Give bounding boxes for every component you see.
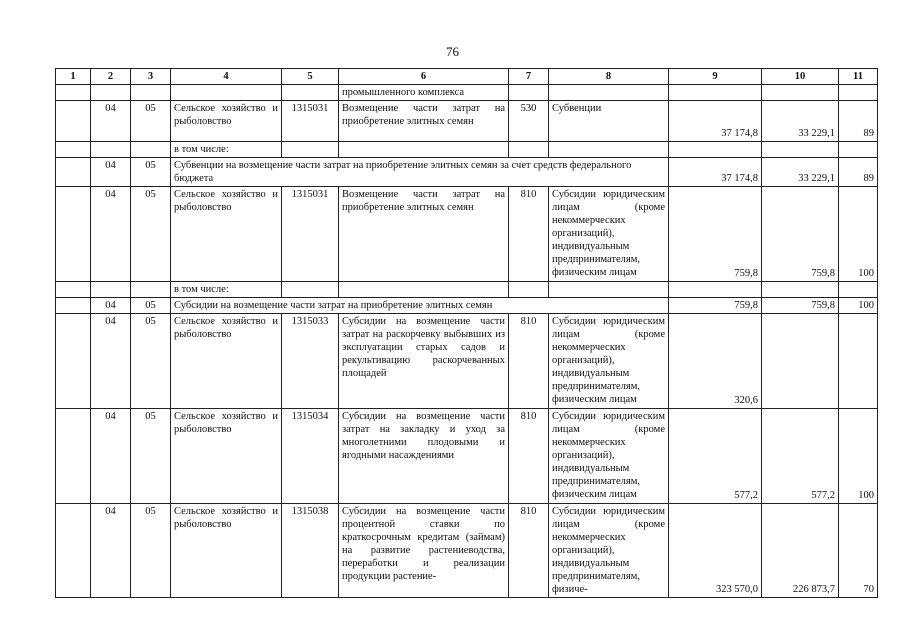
expense-name-cell: Субсидии юридическим лицам (кроме некоммерческих организаций), индивидуальным предпринимателям, физическим лицам	[549, 314, 669, 409]
percent-cell: 70	[839, 504, 878, 598]
purpose-cell: Возмещение части затрат на приобретение элитных семян	[339, 101, 509, 142]
expense-name-cell: Субсидии юридическим лицам (кроме некоммерческих организаций), индивидуальным предпринимателям, физическим лицам	[549, 409, 669, 504]
column-header: 4	[171, 69, 282, 85]
column-header: 10	[762, 69, 839, 85]
actual-cell: 33 229,1	[762, 158, 839, 187]
name-cell: Сельское хозяйство и рыболовство	[171, 409, 282, 504]
expense-type-cell: 810	[509, 504, 549, 598]
budget-table	[55, 68, 878, 598]
actual-cell: 226 873,7	[762, 504, 839, 598]
purpose-cell: Субсидии на возмещение части процентной ставки по краткосрочным кредитам (займам) на развитие растениеводства, переработки и реализации продукции растение-	[339, 504, 509, 598]
planned-cell: 323 570,0	[669, 504, 762, 598]
page-number: 76	[446, 44, 459, 59]
section-cell: 04	[91, 158, 131, 187]
section-cell: 04	[91, 409, 131, 504]
target-code-cell: 1315034	[282, 409, 339, 504]
target-code-cell: 1315038	[282, 504, 339, 598]
table-row	[56, 314, 878, 409]
actual-cell: 759,8	[762, 187, 839, 282]
actual-cell: 33 229,1	[762, 101, 839, 142]
section-cell: 04	[91, 101, 131, 142]
table-row	[56, 142, 878, 158]
expense-type-cell: 530	[509, 101, 549, 142]
target-code-cell: 1315031	[282, 101, 339, 142]
column-header: 7	[509, 69, 549, 85]
table-row	[56, 158, 878, 187]
table-row	[56, 187, 878, 282]
subsection-cell: 05	[131, 504, 171, 598]
subsection-cell: 05	[131, 409, 171, 504]
expense-name-cell: Субсидии юридическим лицам (кроме некоммерческих организаций), индивидуальным предпринимателям, физическим лицам	[549, 187, 669, 282]
percent-cell	[839, 314, 878, 409]
percent-cell: 89	[839, 158, 878, 187]
actual-cell: 577,2	[762, 409, 839, 504]
column-header: 2	[91, 69, 131, 85]
label-cell: в том числе:	[171, 142, 282, 158]
column-header: 8	[549, 69, 669, 85]
planned-cell: 37 174,8	[669, 101, 762, 142]
purpose-cell: Субсидии на возмещение части затрат на раскорчевку выбывших из эксплуатации старых садов и рекультивацию раскорчеванных площадей	[339, 314, 509, 409]
expense-type-cell: 810	[509, 409, 549, 504]
section-cell: 04	[91, 187, 131, 282]
actual-cell: 759,8	[762, 298, 839, 314]
planned-cell: 759,8	[669, 298, 762, 314]
planned-cell: 577,2	[669, 409, 762, 504]
column-header: 6	[339, 69, 509, 85]
table-row	[56, 101, 878, 142]
table-row	[56, 504, 878, 598]
name-cell: Сельское хозяйство и рыболовство	[171, 504, 282, 598]
section-cell: 04	[91, 298, 131, 314]
target-code-cell: 1315033	[282, 314, 339, 409]
percent-cell: 89	[839, 101, 878, 142]
column-header: 1	[56, 69, 91, 85]
name-cell: Сельское хозяйство и рыболовство	[171, 101, 282, 142]
expense-type-cell: 810	[509, 187, 549, 282]
purpose-cell: Субсидии на возмещение части затрат на закладку и уход за многолетними плодовыми и ягодными насаждениями	[339, 409, 509, 504]
name-cell: Сельское хозяйство и рыболовство	[171, 187, 282, 282]
expense-name-cell: Субсидии юридическим лицам (кроме некоммерческих организаций), индивидуальным предпринимателям, физиче-	[549, 504, 669, 598]
expense-name-cell: Субвенции	[549, 101, 669, 142]
table-row	[56, 298, 878, 314]
actual-cell	[762, 314, 839, 409]
label-cell: в том числе:	[171, 282, 282, 298]
table-row	[56, 409, 878, 504]
name-cell: Сельское хозяйство и рыболовство	[171, 314, 282, 409]
section-cell: 04	[91, 504, 131, 598]
table-row	[56, 282, 878, 298]
section-cell: 04	[91, 314, 131, 409]
planned-cell: 320,6	[669, 314, 762, 409]
percent-cell: 100	[839, 298, 878, 314]
subsection-cell: 05	[131, 158, 171, 187]
description-cell: Субсидии на возмещение части затрат на приобретение элитных семян	[171, 298, 669, 314]
column-header: 3	[131, 69, 171, 85]
percent-cell: 100	[839, 409, 878, 504]
target-code-cell: 1315031	[282, 187, 339, 282]
subsection-cell: 05	[131, 187, 171, 282]
header-row	[56, 69, 878, 85]
column-header: 5	[282, 69, 339, 85]
expense-type-cell: 810	[509, 314, 549, 409]
column-header: 11	[839, 69, 878, 85]
description-cell: Субвенции на возмещение части затрат на приобретение элитных семян за счет средств федерального бюджета	[171, 158, 669, 187]
column-header: 9	[669, 69, 762, 85]
subsection-cell: 05	[131, 101, 171, 142]
subsection-cell: 05	[131, 314, 171, 409]
table-row	[56, 85, 878, 101]
purpose-cell: промышленного комплекса	[339, 85, 509, 101]
planned-cell: 759,8	[669, 187, 762, 282]
subsection-cell: 05	[131, 298, 171, 314]
purpose-cell: Возмещение части затрат на приобретение элитных семян	[339, 187, 509, 282]
planned-cell: 37 174,8	[669, 158, 762, 187]
percent-cell: 100	[839, 187, 878, 282]
